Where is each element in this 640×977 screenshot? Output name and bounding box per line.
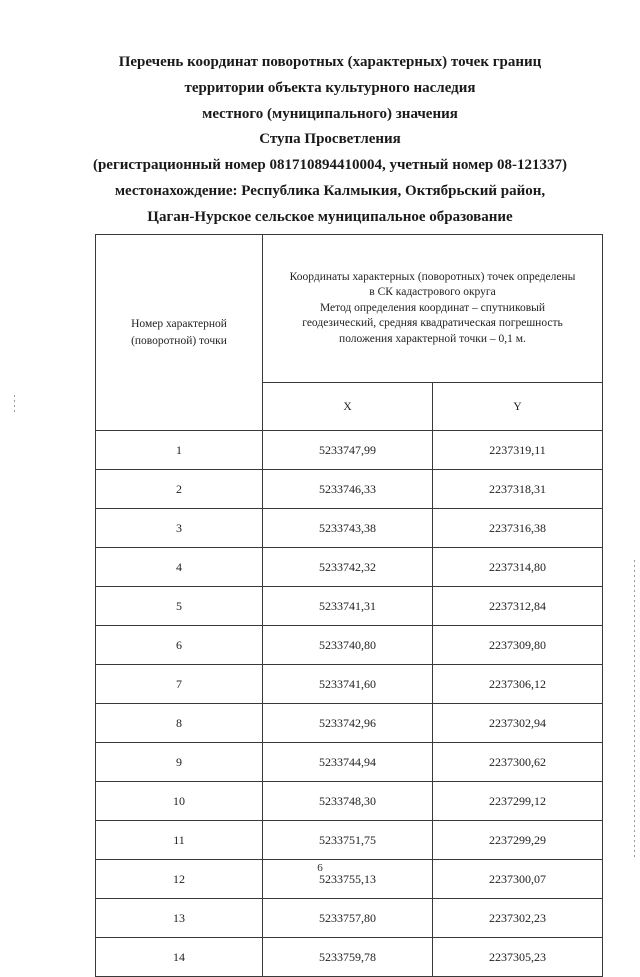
point-number-cell: 8 [96, 704, 263, 743]
header-text-line: Номер характерной [131, 317, 227, 330]
y-coordinate-cell: 2237319,11 [433, 431, 603, 470]
document-heading [40, 50, 620, 231]
x-coordinate-cell: 5233755,13 [263, 860, 433, 899]
y-coordinate-cell: 2237309,80 [433, 626, 603, 665]
scan-artifact [14, 395, 15, 413]
table-row [96, 431, 603, 470]
y-coordinate-cell: 2237302,94 [433, 704, 603, 743]
x-coordinate-cell: 5233747,99 [263, 431, 433, 470]
point-number-cell: 7 [96, 665, 263, 704]
x-coordinate-cell: 5233748,30 [263, 782, 433, 821]
table-header-row [96, 235, 603, 383]
table-row [96, 743, 603, 782]
point-number-cell: 3 [96, 509, 263, 548]
x-column-header: X [263, 383, 433, 431]
point-number-header [96, 235, 263, 431]
x-coordinate-cell: 5233742,96 [263, 704, 433, 743]
y-coordinate-cell: 2237312,84 [433, 587, 603, 626]
y-coordinate-cell: 2237314,80 [433, 548, 603, 587]
table-row [96, 821, 603, 860]
y-coordinate-cell: 2237300,07 [433, 860, 603, 899]
table-row [96, 938, 603, 977]
point-number-cell: 5 [96, 587, 263, 626]
y-column-header: Y [433, 383, 603, 431]
header-text-line: Метод определения координат – спутниковый [319, 301, 546, 314]
y-coordinate-cell: 2237302,23 [433, 899, 603, 938]
point-number-cell: 13 [96, 899, 263, 938]
coordinates-table [95, 234, 603, 977]
y-coordinate-cell: 2237305,23 [433, 938, 603, 977]
x-coordinate-cell: 5233744,94 [263, 743, 433, 782]
y-coordinate-cell: 2237299,29 [433, 821, 603, 860]
point-number-cell: 1 [96, 431, 263, 470]
header-text-line: Координаты характерных (поворотных) точек определены [289, 270, 576, 283]
heading-line: Перечень координат поворотных (характерных) точек границ [118, 54, 542, 70]
y-coordinate-cell: 2237318,31 [433, 470, 603, 509]
heading-line: (регистрационный номер 081710894410004, учетный номер 08-121337) [92, 157, 568, 174]
table-row [96, 548, 603, 587]
table-row [96, 626, 603, 665]
x-coordinate-cell: 5233741,31 [263, 587, 433, 626]
y-coordinate-cell: 2237316,38 [433, 509, 603, 548]
scan-artifact [634, 560, 635, 860]
point-number-cell: 11 [96, 821, 263, 860]
heading-line: местонахождение: Республика Калмыкия, Октябрьский район, [114, 182, 546, 199]
x-coordinate-cell: 5233757,80 [263, 899, 433, 938]
point-number-cell: 2 [96, 470, 263, 509]
heading-line: местного (муниципального) значения [202, 105, 458, 122]
table-row [96, 704, 603, 743]
header-text-line: (поворотной) точки [131, 334, 227, 347]
table-row [96, 587, 603, 626]
page-number: 6 [317, 862, 323, 874]
y-coordinate-cell: 2237300,62 [433, 743, 603, 782]
x-coordinate-cell: 5233742,32 [263, 548, 433, 587]
header-text-line: положения характерной точки – 0,1 м. [339, 332, 526, 345]
table-row [96, 665, 603, 704]
x-coordinate-cell: 5233759,78 [263, 938, 433, 977]
x-coordinate-cell: 5233743,38 [263, 509, 433, 548]
coordinates-method-header [263, 235, 603, 383]
point-number-cell: 10 [96, 782, 263, 821]
x-coordinate-cell: 5233741,60 [263, 665, 433, 704]
header-text-line: геодезический, средняя квадратическая погрешность [302, 317, 563, 330]
table-row [96, 509, 603, 548]
y-coordinate-cell: 2237299,12 [433, 782, 603, 821]
point-number-cell: 14 [96, 938, 263, 977]
x-coordinate-cell: 5233740,80 [263, 626, 433, 665]
heading-line: Ступа Просветления [259, 131, 401, 148]
table-row [96, 782, 603, 821]
point-number-cell: 6 [96, 626, 263, 665]
x-coordinate-cell: 5233751,75 [263, 821, 433, 860]
table-row [96, 470, 603, 509]
heading-line: Цаган-Нурское сельское муниципальное образование [147, 208, 513, 225]
header-text-line: в СК кадастрового округа [369, 286, 496, 299]
heading-line: территории объекта культурного наследия [184, 79, 476, 96]
point-number-cell: 9 [96, 743, 263, 782]
y-coordinate-cell: 2237306,12 [433, 665, 603, 704]
x-coordinate-cell: 5233746,33 [263, 470, 433, 509]
point-number-cell: 4 [96, 548, 263, 587]
table-row [96, 860, 603, 899]
point-number-cell: 12 [96, 860, 263, 899]
table-row [96, 899, 603, 938]
